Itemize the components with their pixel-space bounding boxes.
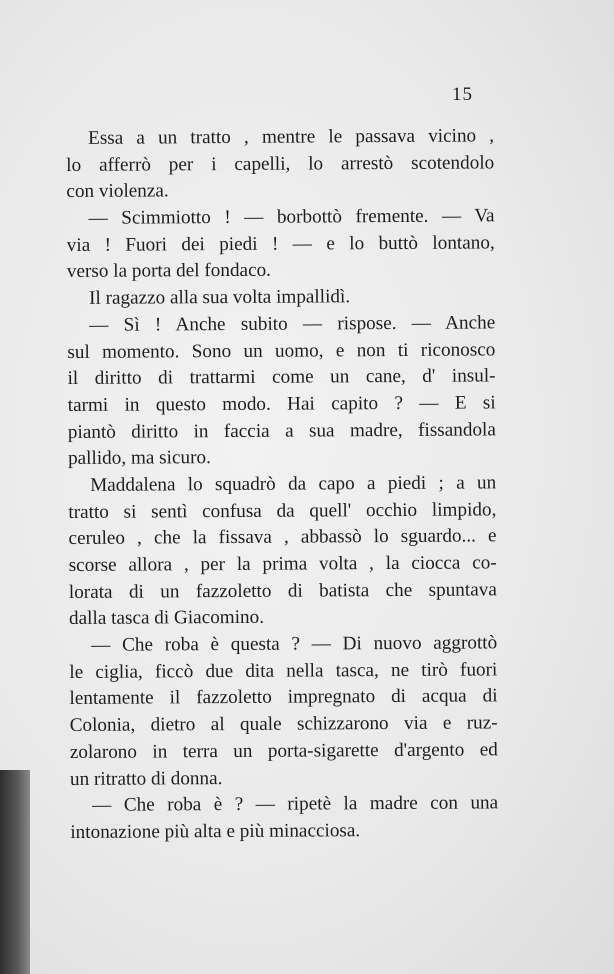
text-line: lo afferrò per i capelli, lo arrestò scotendolo (66, 152, 495, 176)
text-line: intonazione più alta e più minacciosa. (70, 820, 361, 843)
text-line: pallido, ma sicuro. (67, 447, 211, 470)
text-line: Essa a un tratto , mentre le passava vicino , (88, 125, 495, 149)
text-line: — Sì ! Anche subito — rispose. — Anche (89, 312, 496, 336)
paragraph (66, 123, 494, 206)
paragraph (67, 284, 495, 313)
text-line: — Scimmiotto ! — borbottò fremente. — Va (88, 205, 495, 229)
text-line: tarmi in questo modo. Hai capito ? — E si (67, 392, 496, 416)
text-line: ceruleo , che la fissava , abbassò lo sguardo... e (68, 525, 497, 550)
text-line: — Che roba è questa ? — Di nuovo aggrottò (91, 632, 498, 656)
text-line: piantò diritto in faccia a sua madre, fissandola (67, 418, 496, 443)
text-line: con violenza. (66, 180, 169, 203)
paragraph (67, 310, 496, 473)
page-number: 15 (452, 84, 473, 105)
text-line: lentamente il fazzoletto impregnato di acqua di (69, 685, 498, 710)
text-line: il diritto di trattarmi come un cane, d' insul- (67, 365, 496, 390)
text-line: Il ragazzo alla sua volta impallidì. (88, 286, 351, 309)
text-line: verso la porta del fondaco. (66, 260, 272, 283)
paragraph (68, 470, 497, 633)
scan-edge-shadow (0, 770, 30, 974)
text-line: tratto si sentì confusa da quell' occhio limpido, (68, 499, 497, 523)
text-line: sul momento. Sono un uomo, e non ti riconosco (67, 338, 496, 363)
text-line: Colonia, dietro al quale schizzarono via e ruz- (69, 712, 498, 737)
body-text (66, 123, 498, 846)
text-line: scorse allora , per la prima volta , la ciocca co- (68, 552, 497, 576)
text-line: — Che roba è ? — ripetè la madre con una (92, 792, 499, 817)
text-line: dalla tasca di Giacomino. (68, 607, 265, 630)
text-line: un ritratto di donna. (69, 767, 223, 790)
text-line: Maddalena lo squadrò da capo a piedi ; a un (90, 472, 497, 496)
paragraph (70, 791, 498, 847)
text-line: le ciglia, ficcò due dita nella tasca, ne tirò fuori (69, 659, 498, 683)
paragraph (69, 630, 498, 793)
text-line: zolarono in terra un porta-sigarette d'argento ed (69, 739, 498, 763)
text-line: lorata di un fazzoletto di batista che spuntava (68, 579, 497, 603)
text-line: via ! Fuori dei piedi ! — e lo buttò lontano, (66, 232, 495, 256)
paragraph (66, 203, 494, 286)
